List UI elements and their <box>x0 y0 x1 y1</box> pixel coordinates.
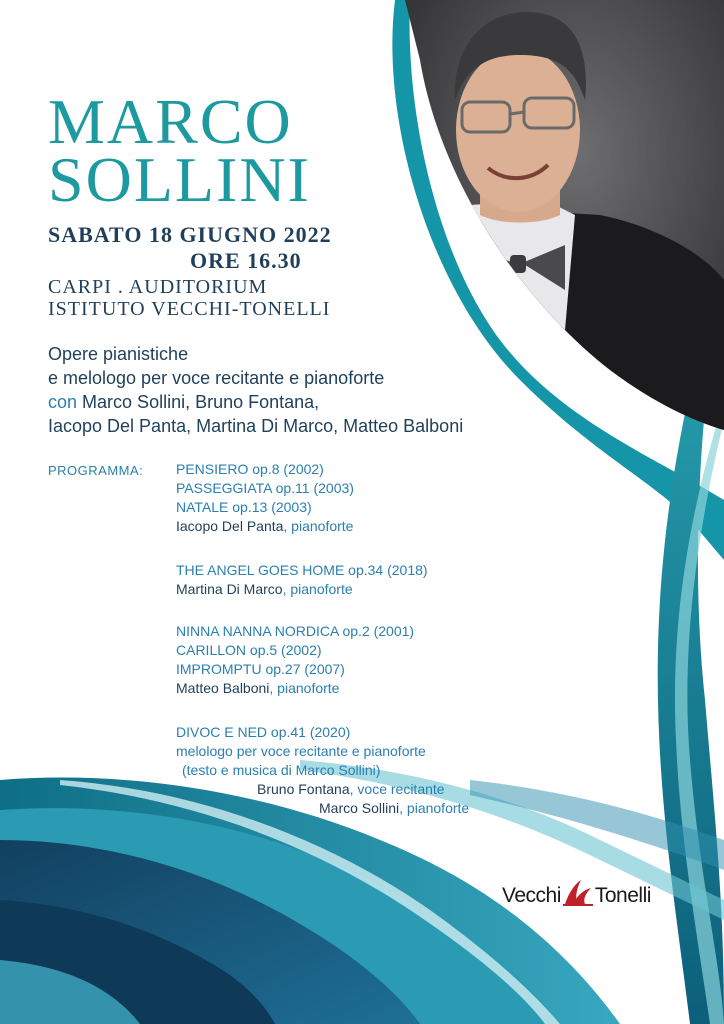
logo-mark-icon <box>561 878 595 908</box>
performer-name: Marco Sollini <box>319 800 400 816</box>
work-title: NATALE op.13 (2003) <box>176 499 312 515</box>
intro-performers-1: Marco Sollini, Bruno Fontana, <box>82 392 320 412</box>
performer-name: Iacopo Del Panta <box>176 518 284 534</box>
venue-line-1: CARPI . AUDITORIUM <box>48 276 268 298</box>
vecchi-tonelli-logo <box>502 878 651 908</box>
program-group-2 <box>176 561 428 599</box>
intro-line-4: Iacopo Del Panta, Martina Di Marco, Matteo Balboni <box>48 416 464 436</box>
work-description: melologo per voce recitante e pianoforte <box>176 743 426 759</box>
work-title: CARILLON op.5 (2002) <box>176 642 322 658</box>
performer-line <box>176 679 414 698</box>
work-title: THE ANGEL GOES HOME op.34 (2018) <box>176 562 428 578</box>
performer-line-2 <box>176 799 469 818</box>
event-date: SABATO 18 GIUGNO 2022 <box>48 222 332 247</box>
intro-con: con <box>48 392 78 412</box>
logo-text-left: Vecchi <box>502 884 561 907</box>
venue-line-2: ISTITUTO VECCHI-TONELLI <box>48 298 331 320</box>
performer-role: , pianoforte <box>282 581 353 597</box>
performer-name: Martina Di Marco <box>176 581 283 597</box>
work-note: (testo e musica di Marco Sollini) <box>182 762 381 778</box>
performer-line <box>176 580 428 599</box>
programma-label: PROGRAMMA: <box>48 463 144 478</box>
program-group-3 <box>176 622 414 698</box>
intro-line-3 <box>48 391 319 413</box>
work-title: PASSEGGIATA op.11 (2003) <box>176 480 354 496</box>
intro-line-2: e melologo per voce recitante e pianoforte <box>48 368 385 388</box>
work-title: IMPROMPTU op.27 (2007) <box>176 661 345 677</box>
work-title: DIVOC E NED op.41 (2020) <box>176 724 351 740</box>
performer-line <box>176 517 354 536</box>
performer-name: Matteo Balboni <box>176 680 270 696</box>
intro-line-1: Opere pianistiche <box>48 344 189 364</box>
performer-role: , pianoforte <box>399 800 470 816</box>
performer-name: Bruno Fontana <box>257 781 350 797</box>
performer-role: , voce recitante <box>349 781 445 797</box>
program-group-4 <box>176 723 469 818</box>
logo-text-right: Tonelli <box>594 884 651 907</box>
title-first-name: MARCO <box>48 86 293 157</box>
performer-role: , pianoforte <box>283 518 354 534</box>
event-time: ORE 16.30 <box>190 248 302 273</box>
performer-role: , pianoforte <box>269 680 340 696</box>
work-title: NINNA NANNA NORDICA op.2 (2001) <box>176 623 415 639</box>
program-group-1 <box>176 460 354 536</box>
performer-line <box>176 780 469 799</box>
title-last-name: SOLLINI <box>48 144 311 215</box>
work-title: PENSIERO op.8 (2002) <box>176 461 324 477</box>
